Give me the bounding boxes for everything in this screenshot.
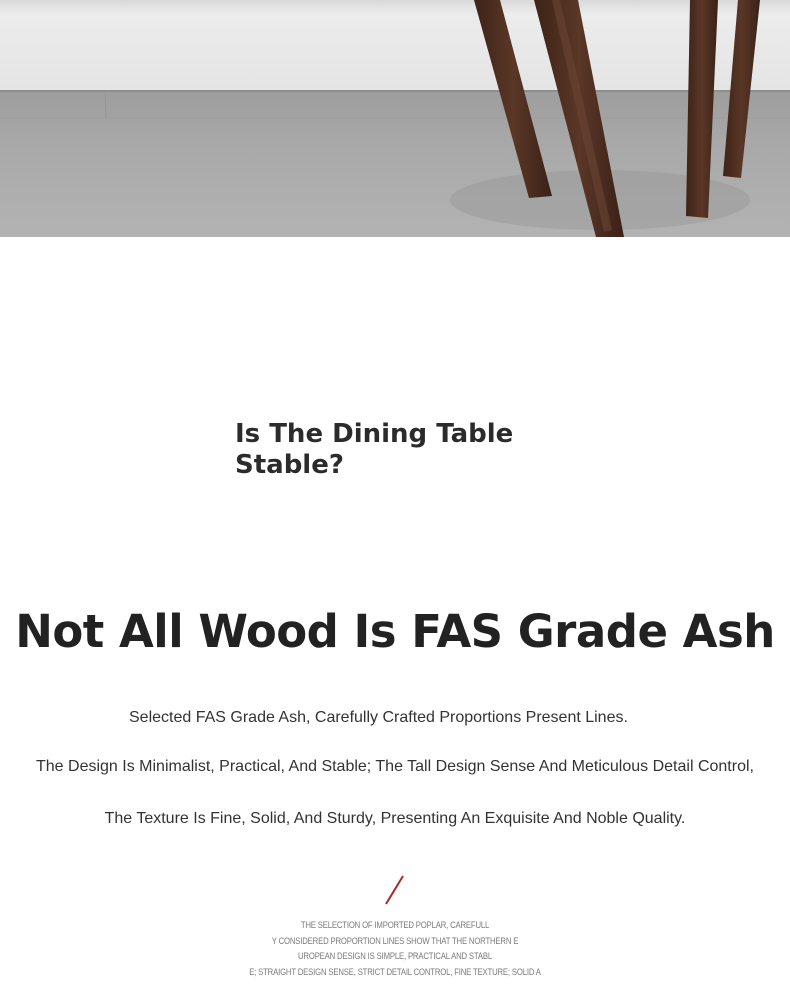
dining-table-legs-photo bbox=[0, 0, 790, 237]
question-line-2: Stable? bbox=[235, 450, 344, 480]
fine-print-line-1: THE SELECTION OF IMPORTED POPLAR, CAREFULL bbox=[300, 920, 490, 930]
slash-divider-icon bbox=[380, 873, 410, 907]
main-headline: Not All Wood Is FAS Grade Ash bbox=[15, 605, 775, 658]
section-question-heading bbox=[235, 419, 565, 481]
description-line-1: Selected FAS Grade Ash, Carefully Crafted Proportions Present Lines. bbox=[129, 709, 628, 726]
fine-print-line-2: Y CONSIDERED PROPORTION LINES SHOW THAT THE NORTHERN E bbox=[271, 936, 519, 946]
fine-print-line-3: UROPEAN DESIGN IS SIMPLE, PRACTICAL AND STABL bbox=[298, 951, 492, 961]
question-line-1: Is The Dining Table bbox=[235, 419, 514, 449]
description-line-2: The Design Is Minimalist, Practical, And Stable; The Tall Design Sense And Meticulous Detail Control, bbox=[36, 758, 754, 775]
description-line-3: The Texture Is Fine, Solid, And Sturdy, Presenting An Exquisite And Noble Quality. bbox=[104, 810, 686, 827]
fine-print-line-4: E; STRAIGHT DESIGN SENSE, STRICT DETAIL CONTROL, FINE TEXTURE; SOLID A bbox=[249, 967, 541, 977]
hero-image bbox=[0, 0, 790, 237]
